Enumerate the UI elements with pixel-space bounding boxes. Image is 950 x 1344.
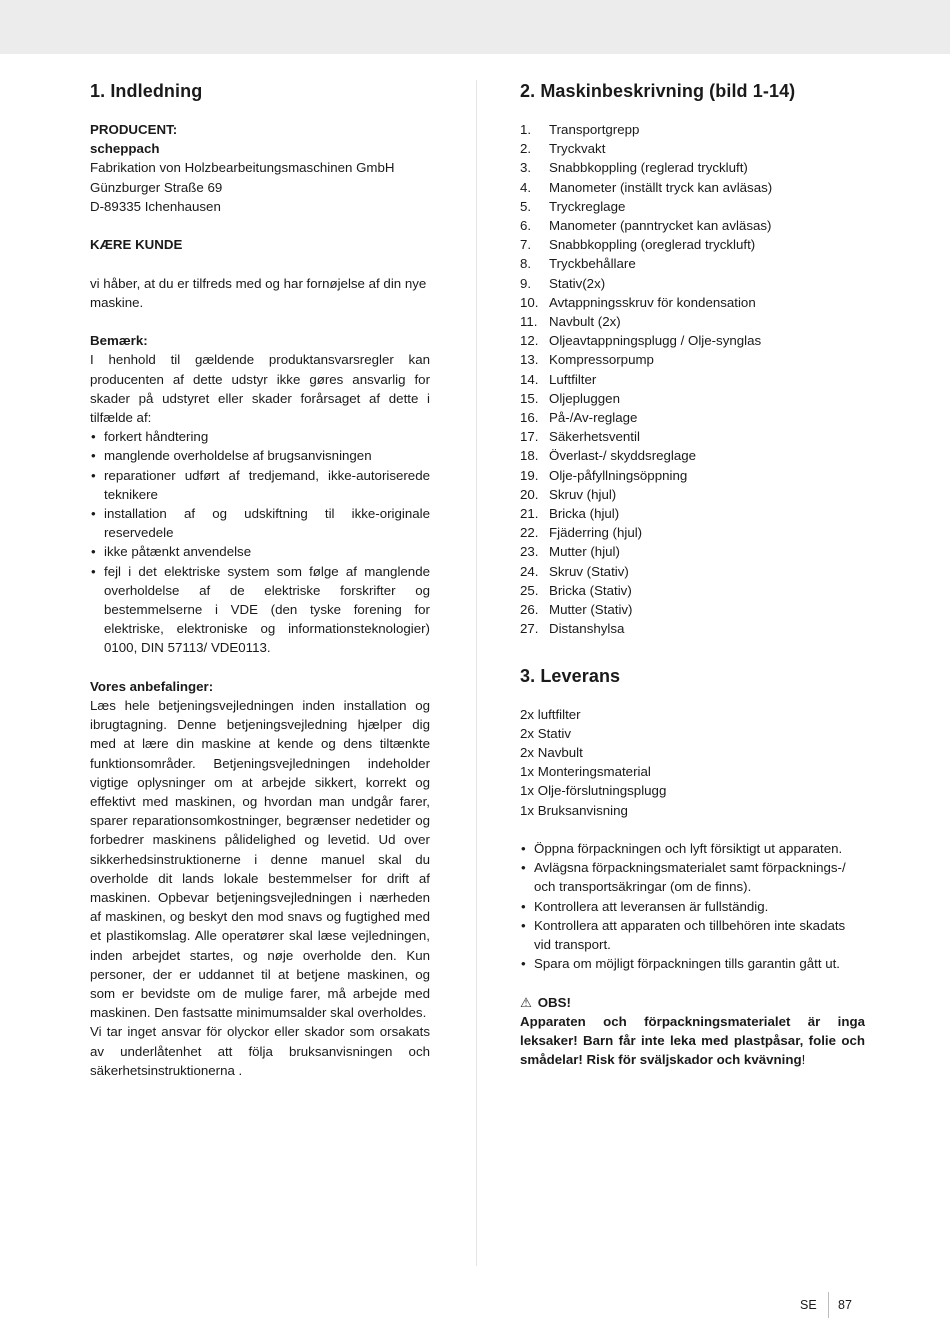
- parts-list-item: [520, 485, 865, 504]
- list-item: 2x Navbult: [520, 745, 583, 761]
- parts-list-item: [520, 581, 865, 600]
- parts-list-item: [520, 562, 865, 581]
- item-number: 6.: [520, 218, 532, 234]
- parts-list-item: [520, 235, 865, 254]
- item-text: Oljeavtappningsplugg / Olje-synglas: [549, 333, 762, 349]
- item-number: 25.: [520, 582, 539, 598]
- item-number: 1.: [520, 122, 532, 137]
- item-text: Kompressorpump: [549, 352, 654, 368]
- item-number: 15.: [520, 390, 539, 406]
- parts-list-item: [520, 542, 865, 561]
- item-number: 7.: [520, 237, 532, 253]
- parts-list-item: [520, 466, 865, 485]
- item-number: 17.: [520, 429, 539, 445]
- item-number: 21.: [520, 506, 539, 522]
- footer-divider: [828, 1292, 829, 1318]
- parts-list-item: [520, 158, 865, 177]
- page-number: 87: [838, 1298, 852, 1312]
- item-text: Mutter (hjul): [549, 544, 620, 560]
- item-text: Manometer (inställt tryck kan avläsas): [549, 179, 773, 195]
- parts-list-item: [520, 274, 865, 293]
- list-item: • fejl i det elektriske system som følge af manglende overholdelse af de elektriske forskrifter og bestemmelserne i VDE (den tyske forening for elektriske, elektroniske og informationsteknologier) 0100, DIN 57113/ VDE0113.: [90, 562, 430, 658]
- item-number: 11.: [520, 314, 538, 330]
- note-text: I henhold til gældende produktansvarsregler kan producenten af dette udstyr ikke gøres ansvarlig for skader på udstyret eller skader forårsaget af dette i tilfælde af:: [90, 352, 430, 425]
- item-text: Tryckreglage: [549, 198, 626, 214]
- unpacking-steps: [520, 839, 865, 973]
- list-item: • reparationer udført af tredjemand, ikke-autoriserede teknikere: [90, 466, 430, 504]
- item-text: Tryckbehållare: [549, 256, 636, 272]
- address-line: Fabrikation von Holzbearbeitungsmaschinen GmbH: [90, 160, 395, 176]
- item-text: Skruv (hjul): [549, 486, 617, 502]
- address-line: D-89335 Ichenhausen: [90, 198, 221, 214]
- item-number: 8.: [520, 256, 532, 272]
- warning-triangle-icon: ⚠: [520, 994, 532, 1010]
- warning-end: !: [801, 1052, 806, 1068]
- recommend-label: Vores anbefalinger:: [90, 678, 214, 694]
- item-number: 5.: [520, 198, 532, 214]
- item-text: Avtappningsskruv för kondensation: [549, 294, 756, 310]
- parts-list-item: [520, 293, 865, 312]
- note-list: [90, 427, 430, 657]
- closing-text: Vi tar inget ansvar för olyckor eller skador som orsakats av underlåtenhet att följa bruksanvisningen och säkerhetsinstruktionerna .: [90, 1024, 430, 1078]
- item-number: 13.: [520, 352, 539, 368]
- item-number: 9.: [520, 275, 532, 291]
- list-item: • Kontrollera att apparaten och tillbehören inte skadats vid transport.: [520, 916, 865, 954]
- section2-title: 2. Maskinbeskrivning (bild 1-14): [520, 81, 796, 101]
- item-number: 18.: [520, 448, 539, 464]
- item-number: 14.: [520, 371, 539, 387]
- parts-list-item: [520, 312, 865, 331]
- list-item: 2x Stativ: [520, 725, 571, 741]
- item-number: 24.: [520, 563, 539, 579]
- recommend-text: Læs hele betjeningsvejledningen inden installation og ibrugtagning. Denne betjeningsvejledning hjælper dig med at lære din maskine at kende og dens tiltænkte funktionsområder. Betjeningsvejledningen indeholder vigtige oplysninger om at arbejde sikkert, korrekt og effektivt med maskinen, og hvordan man undgår farer, sparer reparationsomkostninger, begrænser nedetider og forbedrer maskinens pålidelighed og levetid. Ud over sikkerhedsinstruktionerne i denne manuel skal du overholde dit lands lokale bestemmelser for drift af maskinen. Opbevar betjeningsvejledningen i nærheden af maskinen, og beskyt den mod snavs og fugtighed med et plastikomslag. Alle operatører skal læse vejledningen, inden arbejdet startes, og nøje overholde den. Kun personer, der er uddannet til at betjene maskinen, og som er bevidste om de mulige farer, må arbejde med maskinen. Den fastsatte minimumsalder skal overholdes.: [90, 698, 430, 1021]
- list-item: 1x Bruksanvisning: [520, 802, 628, 818]
- item-number: 22.: [520, 525, 539, 541]
- parts-list-item: [520, 139, 865, 158]
- parts-list-item: [520, 504, 865, 523]
- item-text: Mutter (Stativ): [549, 602, 633, 618]
- item-text: Snabbkoppling (reglerad tryckluft): [549, 160, 748, 176]
- warning-heading: [520, 993, 865, 1012]
- warning-label: OBS!: [537, 994, 571, 1010]
- greeting: vi håber, at du er tilfreds med og har fornøjelse af din nye maskine.: [90, 275, 427, 310]
- item-text: Bricka (Stativ): [549, 582, 632, 598]
- item-text: Luftfilter: [549, 371, 597, 387]
- section3-title: 3. Leverans: [520, 665, 621, 686]
- item-text: På-/Av-reglage: [549, 410, 638, 426]
- item-text: Stativ(2x): [549, 275, 606, 291]
- parts-list-item: [520, 427, 865, 446]
- parts-list-item: [520, 216, 865, 235]
- top-band: [0, 0, 950, 54]
- list-item: • Öppna förpackningen och lyft försiktigt ut apparaten.: [520, 839, 865, 858]
- parts-list-item: [520, 408, 865, 427]
- list-item: • manglende overholdelse af brugsanvisningen: [90, 446, 430, 465]
- parts-list-item: [520, 178, 865, 197]
- item-number: 4.: [520, 179, 532, 195]
- item-number: 16.: [520, 410, 539, 426]
- list-item: • Kontrollera att leveransen är fullständig.: [520, 897, 865, 916]
- list-item: • installation af og udskiftning til ikke-originale reservedele: [90, 504, 430, 542]
- item-text: Överlast-/ skyddsreglage: [549, 448, 697, 464]
- item-text: Skruv (Stativ): [549, 563, 629, 579]
- item-number: 23.: [520, 544, 539, 560]
- item-text: Manometer (panntrycket kan avläsas): [549, 218, 772, 234]
- parts-list-item: [520, 350, 865, 369]
- parts-list-item: [520, 254, 865, 273]
- footer-language: SE: [800, 1298, 817, 1312]
- list-item: 1x Monteringsmaterial: [520, 764, 651, 780]
- address-line: Günzburger Straße 69: [90, 179, 223, 195]
- right-column: [520, 76, 865, 1070]
- parts-list-item: [520, 619, 865, 638]
- parts-list-item: [520, 600, 865, 619]
- parts-list-item: [520, 446, 865, 465]
- dear-customer: KÆRE KUNDE: [90, 237, 183, 253]
- item-text: Olje-påfyllningsöppning: [549, 467, 688, 483]
- left-column: [90, 76, 430, 1080]
- item-text: Snabbkoppling (oreglerad tryckluft): [549, 237, 756, 253]
- note-label: Bemærk:: [90, 333, 148, 349]
- delivery-contents: [520, 705, 865, 820]
- list-item: • Avlägsna förpackningsmaterialet samt förpacknings-/ och transportsäkringar (om de finns).: [520, 858, 865, 896]
- parts-list-item: [520, 197, 865, 216]
- item-text: Fjäderring (hjul): [549, 525, 643, 541]
- list-item: • ikke påtænkt anvendelse: [90, 542, 430, 561]
- section1-title: 1. Indledning: [90, 81, 203, 101]
- warning-text-block: [520, 1012, 865, 1070]
- list-item: • forkert håndtering: [90, 427, 430, 446]
- parts-list-item: [520, 331, 865, 350]
- item-number: 10.: [520, 294, 539, 310]
- item-number: 27.: [520, 621, 539, 637]
- parts-list-item: [520, 370, 865, 389]
- parts-list-item: [520, 389, 865, 408]
- item-number: 19.: [520, 467, 539, 483]
- column-divider: [476, 80, 477, 1266]
- item-text: Oljepluggen: [549, 390, 620, 406]
- item-number: 3.: [520, 160, 532, 176]
- item-text: Transportgrepp: [549, 122, 640, 137]
- producer-label: PRODUCENT:: [90, 122, 178, 137]
- item-text: Distanshylsa: [549, 621, 625, 637]
- item-number: 20.: [520, 486, 539, 502]
- list-item: 2x luftfilter: [520, 706, 581, 722]
- producer-name: scheppach: [90, 141, 160, 157]
- item-number: 26.: [520, 602, 539, 618]
- item-number: 2.: [520, 141, 532, 157]
- item-text: Säkerhetsventil: [549, 429, 640, 445]
- item-text: Tryckvakt: [549, 141, 606, 157]
- list-item: 1x Olje-förslutningsplugg: [520, 783, 667, 799]
- warning-text: Apparaten och förpackningsmaterialet är inga leksaker! Barn får inte leka med plastpåsar, folie och smådelar! Risk för sväljskador och kvävning: [520, 1013, 865, 1068]
- list-item: • Spara om möjligt förpackningen tills garantin gått ut.: [520, 954, 865, 973]
- parts-list: [520, 120, 865, 638]
- parts-list-item: [520, 120, 865, 139]
- item-number: 12.: [520, 333, 539, 349]
- parts-list-item: [520, 523, 865, 542]
- item-text: Navbult (2x): [549, 314, 621, 330]
- item-text: Bricka (hjul): [549, 506, 620, 522]
